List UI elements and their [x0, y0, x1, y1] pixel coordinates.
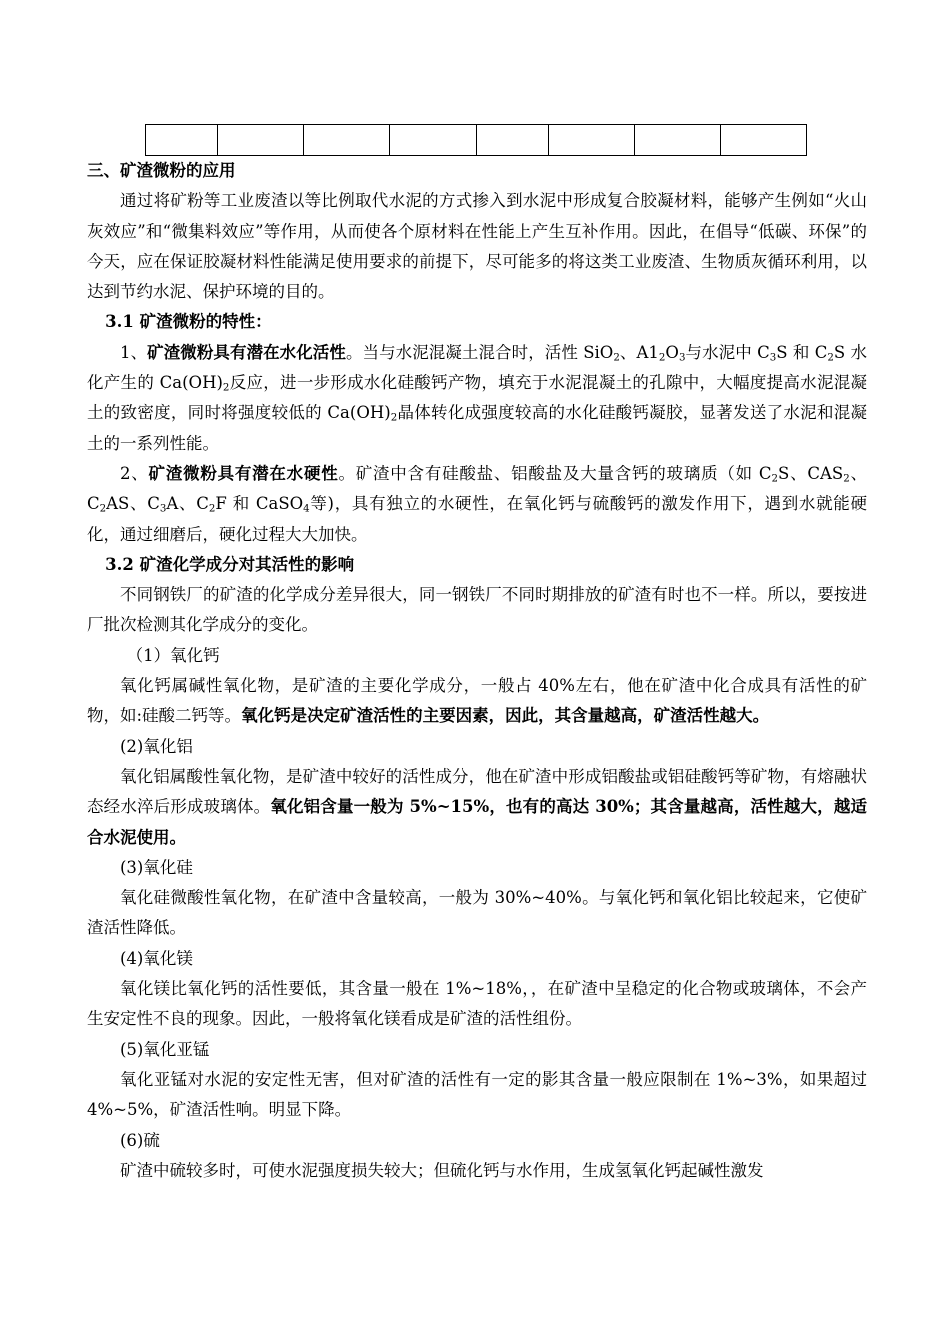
silica-paragraph: 氧化硅微酸性氧化物，在矿渣中含量较高，一般为 30%~40%。与氧化钙和氧化铝比较起来，它使矿渣活性降低。 — [87, 888, 867, 938]
magnesia-paragraph: 氧化镁比氧化钙的活性要低，其含量一般在 1%~18%，，在矿渣中呈稳定的化合物或玻璃体，不会产生安定性不良的现象。因此，一般将氧化镁看成是矿渣的活性组份。 — [87, 979, 867, 1029]
subsection-title-3-1: 3.1 矿渣微粉的特性： — [105, 312, 272, 332]
composition-paragraph: 不同钢铁厂的矿渣的化学成分差异很大，同一钢铁厂不同时期排放的矿渣有时也不一样。所以，要按进厂批次检测其化学成分的变化。 — [87, 585, 867, 635]
table-cell — [218, 125, 304, 156]
heading-magnesia: (4)氧化镁 — [120, 948, 193, 968]
heading-alumina: (2)氧化铝 — [120, 736, 193, 756]
heading-manganese-oxide: (5)氧化亚锰 — [120, 1039, 210, 1059]
alumina-paragraph: 氧化铝属酸性氧化物，是矿渣中较好的活性成分，他在矿渣中形成铝酸盐或铝硅酸钙等矿物，有熔融状态经水淬后形成玻璃体。氧化铝含量一般为 5%~15%，也有的高达 30%；其含量越高，活性越大，越适合水泥使用。 — [87, 766, 867, 847]
calcium-oxide-paragraph: 氧化钙属碱性氧化物，是矿渣的主要化学成分，一般占 40%左右，他在矿渣中化合成具有活性的矿物，如:硅酸二钙等。氧化钙是决定矿渣活性的主要因素，因此，其含量越高，矿渣活性越大。 — [87, 676, 867, 726]
table-cell — [635, 125, 721, 156]
section-title: 三、矿渣微粉的应用 — [87, 161, 236, 180]
empty-table-row — [145, 124, 807, 156]
table-cell — [721, 125, 807, 156]
manganese-oxide-paragraph: 氧化亚锰对水泥的安定性无害，但对矿渣的活性有一定的影其含量一般应限制在 1%~3%，如果超过 4%~5%，矿渣活性响。明显下降。 — [87, 1069, 867, 1120]
subsection-title-3-2: 3.2 矿渣化学成分对其活性的影响 — [105, 554, 355, 574]
table-row — [146, 125, 807, 156]
property-paragraph-2: 2、矿渣微粉具有潜在水硬性。矿渣中含有硅酸盐、铝酸盐及大量含钙的玻璃质（如 $C_2S$、$CAS_2$、$C_2AS$、$C_3A$、$C_2F$ 和 CaSO$_4$等)，具有独立的水硬性，在氧化钙与硫酸钙的激发作用下，遇到水就能硬化，通过细磨后，硬化过程大大加快。 — [87, 463, 868, 544]
table-cell — [304, 125, 390, 156]
document-body — [87, 156, 867, 1186]
intro-paragraph: 通过将矿粉等工业废渣以等比例取代水泥的方式掺入到水泥中形成复合胶凝材料，能够产生例如“火山灰效应”和“微集料效应”等作用，从而使各个原材料在性能上产生互补作用。因此，在倡导“低碳、环保”的今天，应在保证胶凝材料性能满足使用要求的前提下，尽可能多的将这类工业废渣、生物质灰循环利用，以达到节约水泥、保护环境的目的。 — [87, 191, 867, 302]
heading-silica: (3)氧化硅 — [120, 857, 193, 877]
heading-sulfur: (6)硫 — [120, 1130, 160, 1150]
table-cell — [390, 125, 477, 156]
table-cell — [146, 125, 218, 156]
property-paragraph-1: 1、矿渣微粉具有潜在水化活性。当与水泥混凝土混合时，活性 SiO$_2$、$A1_2O_3$与水泥中 $C_3S$ 和 $C_2S$ 水化产生的 $Ca(OH)_2$反应，进一步形成水化硅酸钙产物，填充于水泥混凝土的孔隙中，大幅度提高水泥混凝土的致密度，同时将强度较低的 $Ca(OH)_2$晶体转化成强度较高的水化硅酸钙凝胶，显著发送了水泥和混凝土的一系列性能。 — [87, 342, 868, 453]
table-cell — [477, 125, 549, 156]
table-cell — [549, 125, 635, 156]
heading-calcium-oxide: （1）氧化钙 — [126, 645, 220, 665]
sulfur-paragraph: 矿渣中硫较多时，可使水泥强度损失较大；但硫化钙与水作用，生成氢氧化钙起碱性激发 — [120, 1160, 764, 1180]
